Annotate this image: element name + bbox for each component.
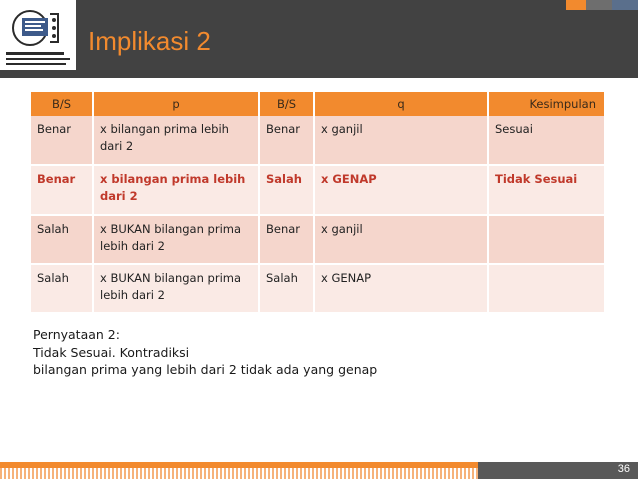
table-cell: Benar: [259, 116, 314, 165]
column-header: p: [93, 92, 259, 116]
table-row-highlighted: [31, 165, 605, 215]
table-cell: [488, 215, 605, 264]
truth-table: [31, 92, 606, 312]
table-cell: [488, 264, 605, 312]
table-header-row: [31, 92, 605, 116]
page-number: 36: [617, 463, 630, 475]
statement-reason: bilangan prima yang lebih dari 2 tidak ada yang genap: [33, 362, 378, 377]
table-cell: x BUKAN bilangan prima lebih dari 2: [93, 215, 259, 264]
statement-heading: Pernyataan 2:: [33, 327, 120, 342]
table-cell: x bilangan prima lebih dari 2: [93, 116, 259, 165]
logo-text-line: [6, 52, 64, 55]
statement-block: [33, 326, 377, 379]
accent-gray-block: [586, 0, 612, 10]
accent-orange-block: [566, 0, 586, 10]
table-cell: x BUKAN bilangan prima lebih dari 2: [93, 264, 259, 312]
statement-conclusion: Tidak Sesuai. Kontradiksi: [33, 344, 190, 360]
accent-blue-block: [612, 0, 638, 10]
table-cell: x GENAP: [314, 165, 488, 215]
table-cell: Sesuai: [488, 116, 605, 165]
page-number-box: [478, 462, 638, 479]
column-header: B/S: [31, 92, 93, 116]
slide-title: Implikasi 2: [88, 26, 211, 56]
table-row: [31, 215, 605, 264]
table-cell: Benar: [31, 165, 93, 215]
table-cell: x GENAP: [314, 264, 488, 312]
university-logo-icon: [10, 8, 62, 48]
table-cell: Salah: [31, 264, 93, 312]
table-cell: x ganjil: [314, 215, 488, 264]
table-cell: Benar: [31, 116, 93, 165]
table-cell: Benar: [259, 215, 314, 264]
logo-text-line: [6, 63, 66, 65]
table-cell: x ganjil: [314, 116, 488, 165]
table-cell: Salah: [259, 165, 314, 215]
table-cell: Tidak Sesuai: [488, 165, 605, 215]
footer-pattern: [0, 468, 478, 479]
table-cell: Salah: [259, 264, 314, 312]
column-header: q: [314, 92, 488, 116]
table-cell: x bilangan prima lebih dari 2: [93, 165, 259, 215]
table-row: [31, 116, 605, 165]
table-cell: Salah: [31, 215, 93, 264]
logo-text-line: [6, 58, 70, 60]
logo: [0, 0, 76, 70]
column-header: B/S: [259, 92, 314, 116]
table-row: [31, 264, 605, 312]
column-header: Kesimpulan: [488, 92, 605, 116]
